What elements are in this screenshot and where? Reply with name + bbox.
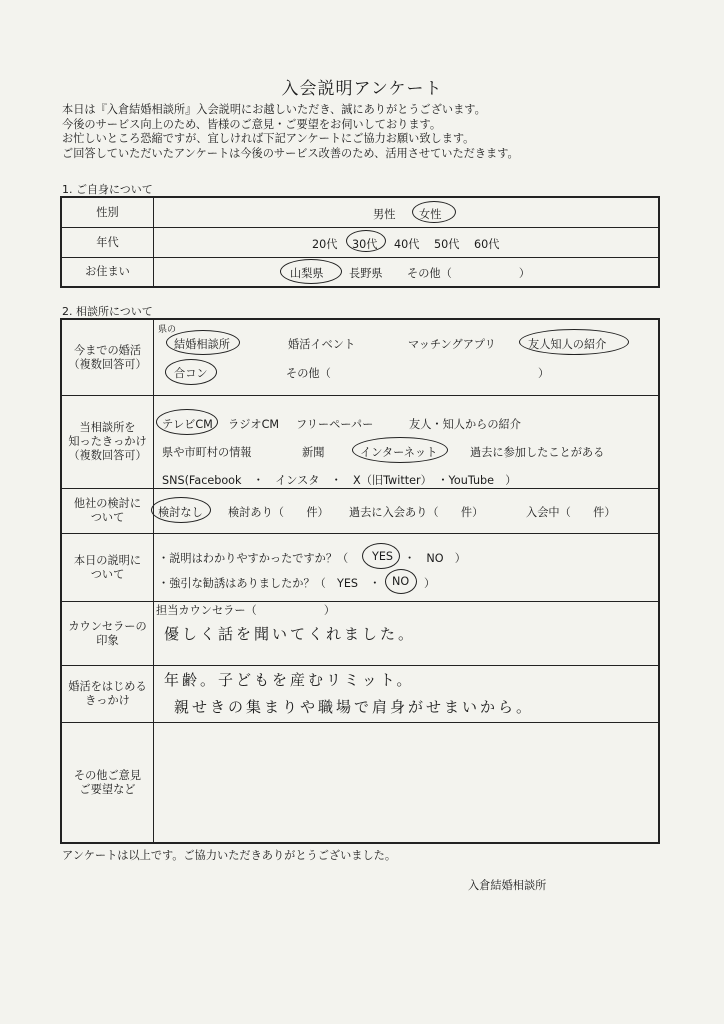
counselor-name[interactable]: 担当カウンセラー（ ） bbox=[156, 604, 336, 617]
selection-circle bbox=[151, 497, 211, 523]
residence-other[interactable]: その他（ ） bbox=[407, 267, 531, 280]
selection-circle bbox=[519, 329, 629, 355]
trigger-sns[interactable]: SNS(Facebook ・ インスタ ・ X（旧Twitter） ・YouTube ） bbox=[162, 474, 517, 487]
others-option[interactable]: 入会中（ 件） bbox=[526, 506, 616, 519]
selection-circle bbox=[412, 201, 456, 223]
trigger-option[interactable]: 友人・知人からの紹介 bbox=[409, 418, 521, 431]
motivation-label bbox=[62, 666, 153, 722]
trigger-option[interactable]: 県や市町村の情報 bbox=[162, 446, 252, 459]
selection-circle bbox=[385, 569, 417, 594]
history-option[interactable]: その他（ bbox=[286, 367, 331, 380]
age-50s[interactable]: 50代 bbox=[434, 238, 460, 251]
residence-label: お住まい bbox=[85, 265, 130, 278]
gender-female[interactable]: 女性 bbox=[419, 208, 442, 221]
intro-text bbox=[62, 103, 519, 161]
section1-heading: 1. ご自身について bbox=[62, 183, 153, 196]
selection-circle bbox=[280, 259, 342, 284]
survey-title: 入会説明アンケート bbox=[281, 79, 443, 99]
trigger-option[interactable]: フリーペーパー bbox=[296, 418, 374, 431]
age-40s[interactable]: 40代 bbox=[394, 238, 420, 251]
trigger-label-line: 知ったきっかけ bbox=[68, 435, 147, 448]
age-60s[interactable]: 60代 bbox=[474, 238, 500, 251]
others-option[interactable]: 検討なし bbox=[158, 506, 203, 519]
requests-label-line: ご要望など bbox=[79, 782, 136, 796]
residence-nagano[interactable]: 長野県 bbox=[349, 267, 383, 280]
age-label: 年代 bbox=[96, 235, 119, 249]
residence-yamanashi[interactable]: 山梨県 bbox=[290, 267, 324, 280]
intro-line: ご回答していただいたアンケートは今後のサービス改善のため、活用させていただきます。 bbox=[62, 146, 519, 160]
counselor-label bbox=[62, 602, 153, 665]
history-label bbox=[62, 320, 153, 395]
intro-line: 今後のサービス向上のため、皆様のご意見・ご要望をお伺いしております。 bbox=[62, 117, 442, 131]
answer-no[interactable]: NO bbox=[392, 575, 410, 588]
others-option[interactable]: 検討あり（ 件） bbox=[228, 506, 329, 519]
others-label-line: ついて bbox=[90, 511, 125, 524]
selection-circle bbox=[362, 543, 400, 569]
handwritten-note: 県の bbox=[158, 325, 177, 335]
trigger-option[interactable]: ラジオCM bbox=[228, 418, 280, 431]
question-pressure: ・強引な勧誘はありましたか？（ YES ・ bbox=[158, 577, 381, 590]
history-option[interactable]: 婚活イベント bbox=[288, 338, 356, 351]
trigger-option[interactable]: 過去に参加したことがある bbox=[470, 446, 605, 459]
history-option[interactable]: 結婚相談所 bbox=[174, 338, 230, 351]
explanation-label bbox=[62, 534, 153, 601]
gender-label: 性別 bbox=[96, 205, 119, 219]
section2-table bbox=[60, 318, 660, 844]
others-label bbox=[62, 489, 153, 533]
answer-yes[interactable]: YES bbox=[372, 550, 394, 563]
requests-label bbox=[62, 723, 153, 842]
history-option[interactable]: マッチングアプリ bbox=[408, 338, 496, 351]
motivation-line1: 年齢。子どもを産むリミット。 bbox=[164, 671, 415, 689]
selection-circle bbox=[166, 330, 240, 355]
trigger-label bbox=[62, 396, 153, 488]
question-clarity: ・説明はわかりやすかったですか？（ bbox=[158, 552, 349, 565]
trigger-option[interactable]: テレビCM bbox=[162, 418, 213, 431]
trigger-option[interactable]: インターネット bbox=[360, 446, 438, 459]
counselor-comment: 優しく話を聞いてくれました。 bbox=[164, 625, 417, 643]
motivation-label-line: きっかけ bbox=[85, 694, 130, 707]
selection-circle bbox=[156, 409, 218, 435]
intro-line: 本日は『入倉結婚相談所』入会説明にお越しいただき、誠にありがとうございます。 bbox=[62, 103, 486, 116]
history-label-line: （複数回答可） bbox=[68, 357, 147, 371]
selection-circle bbox=[165, 359, 217, 385]
office-signature: 入倉結婚相談所 bbox=[468, 879, 547, 892]
answer-rest: ） bbox=[424, 577, 436, 590]
selection-circle bbox=[346, 230, 386, 252]
counselor-label-line: 印象 bbox=[96, 633, 119, 647]
requests-label-line: その他ご意見 bbox=[73, 768, 142, 782]
section2-heading: 2. 相談所について bbox=[62, 305, 153, 318]
history-option[interactable]: 友人知人の紹介 bbox=[528, 338, 607, 351]
trigger-option[interactable]: 新聞 bbox=[302, 446, 325, 459]
divider bbox=[153, 320, 154, 842]
closing-text: アンケートは以上です。ご協力いただきありがとうございました。 bbox=[62, 849, 397, 862]
age-30s[interactable]: 30代 bbox=[352, 238, 378, 251]
intro-line: お忙しいところ恐縮ですが、宜しければ下記アンケートにご協力お願い致します。 bbox=[62, 132, 475, 146]
explanation-label-line: ついて bbox=[90, 567, 125, 581]
history-option-close: ） bbox=[538, 367, 550, 380]
motivation-line2: 親せきの集まりや職場で肩身がせまいから。 bbox=[174, 698, 535, 716]
age-20s[interactable]: 20代 bbox=[312, 238, 338, 251]
divider bbox=[153, 198, 154, 286]
gender-male[interactable]: 男性 bbox=[373, 208, 396, 221]
motivation-label-line: 婚活をはじめる bbox=[68, 680, 147, 693]
counselor-label-line: カウンセラーの bbox=[68, 619, 147, 633]
others-option[interactable]: 過去に入会あり（ 件） bbox=[349, 506, 484, 519]
requests-answer-area[interactable] bbox=[155, 723, 658, 842]
trigger-label-line: 当相談所を bbox=[79, 421, 136, 434]
answer-rest: ・ NO ） bbox=[404, 552, 466, 565]
history-label-line: 今までの婚活 bbox=[73, 343, 142, 357]
history-option[interactable]: 合コン bbox=[174, 367, 208, 380]
selection-circle bbox=[352, 437, 448, 463]
others-label-line: 他社の検討に bbox=[73, 497, 142, 510]
explanation-label-line: 本日の説明に bbox=[73, 553, 142, 567]
section1-table bbox=[60, 196, 660, 288]
trigger-label-line: （複数回答可） bbox=[68, 449, 147, 462]
